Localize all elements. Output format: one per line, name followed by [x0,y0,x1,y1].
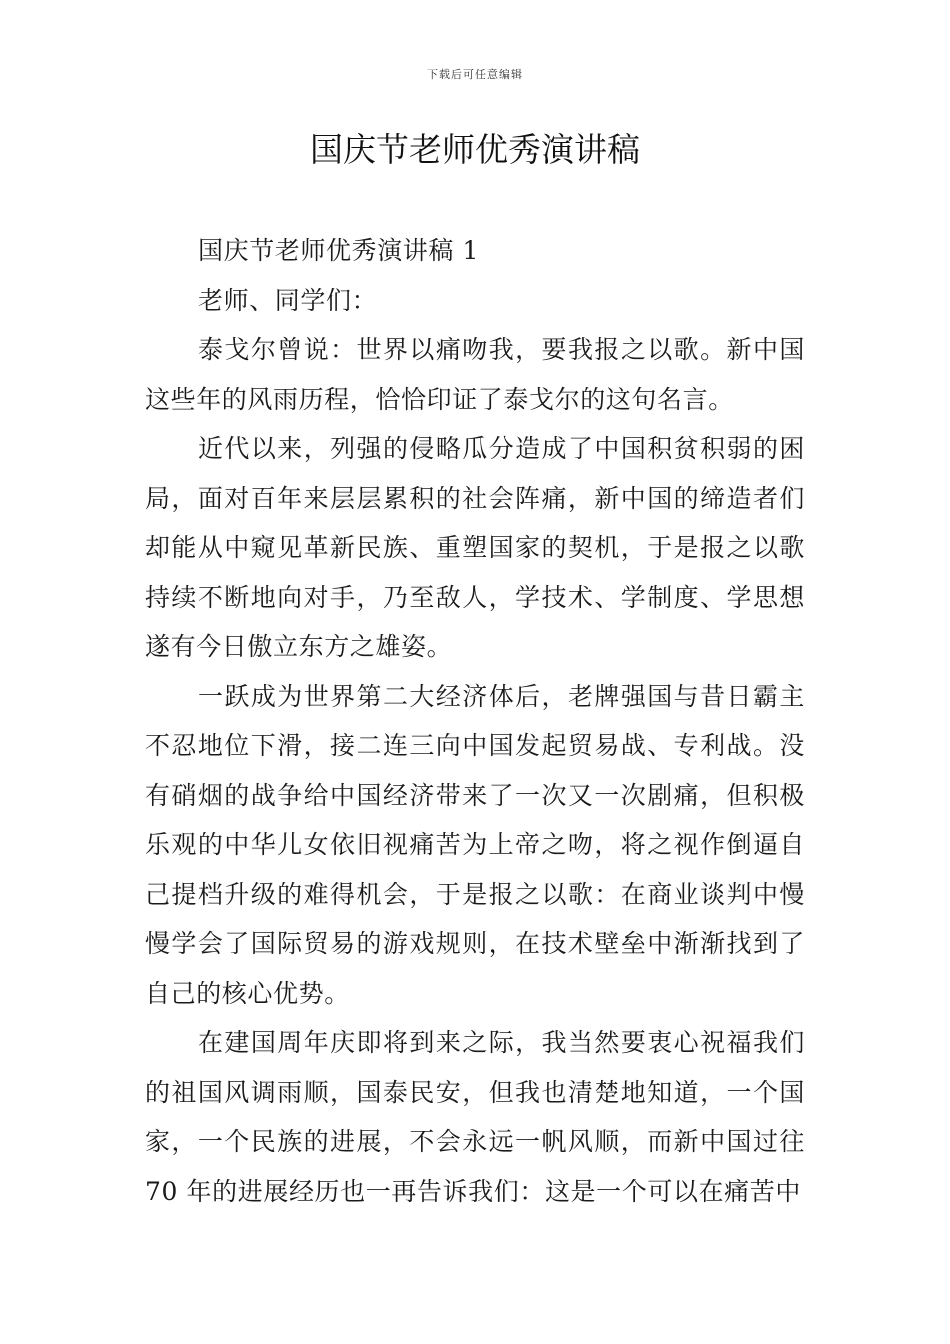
header-note: 下载后可任意编辑 [427,68,523,81]
document-body [145,226,805,1216]
body-paragraph: 在建国周年庆即将到来之际，我当然要衷心祝福我们的祖国风调雨顺，国泰民安，但我也清楚地知道，一个国家，一个民族的进展，不会永远一帆风顺，而新中国过往70 年的进展经历也一再告诉我们：这是一个可以在痛苦中 [145,1028,805,1206]
subtitle-paragraph: 国庆节老师优秀演讲稿 1 [198,236,480,265]
body-paragraph: 一跃成为世界第二大经济体后，老牌强国与昔日霸主不忍地位下滑，接二连三向中国发起贸易战、专利战。没有硝烟的战争给中国经济带来了一次又一次剧痛，但积极乐观的中华儿女依旧视痛苦为上帝之吻，将之视作倒逼自己提档升级的难得机会，于是报之以歌：在商业谈判中慢慢学会了国际贸易的游戏规则，在技术壁垒中渐渐找到了自己的核心优势。 [145,681,805,1008]
document-title: 国庆节老师优秀演讲稿 [310,130,640,169]
body-paragraph: 近代以来，列强的侵略瓜分造成了中国积贫积弱的困局，面对百年来层层累积的社会阵痛，新中国的缔造者们却能从中窥见革新民族、重塑国家的契机，于是报之以歌持续不断地向对手，乃至敌人，学技术、学制度、学思想遂有今日傲立东方之雄姿。 [145,434,805,661]
salutation-paragraph: 老师、同学们： [198,285,378,315]
body-paragraph: 泰戈尔曾说：世界以痛吻我，要我报之以歌。新中国这些年的风雨历程，恰恰印证了泰戈尔的这句名言。 [145,335,805,414]
